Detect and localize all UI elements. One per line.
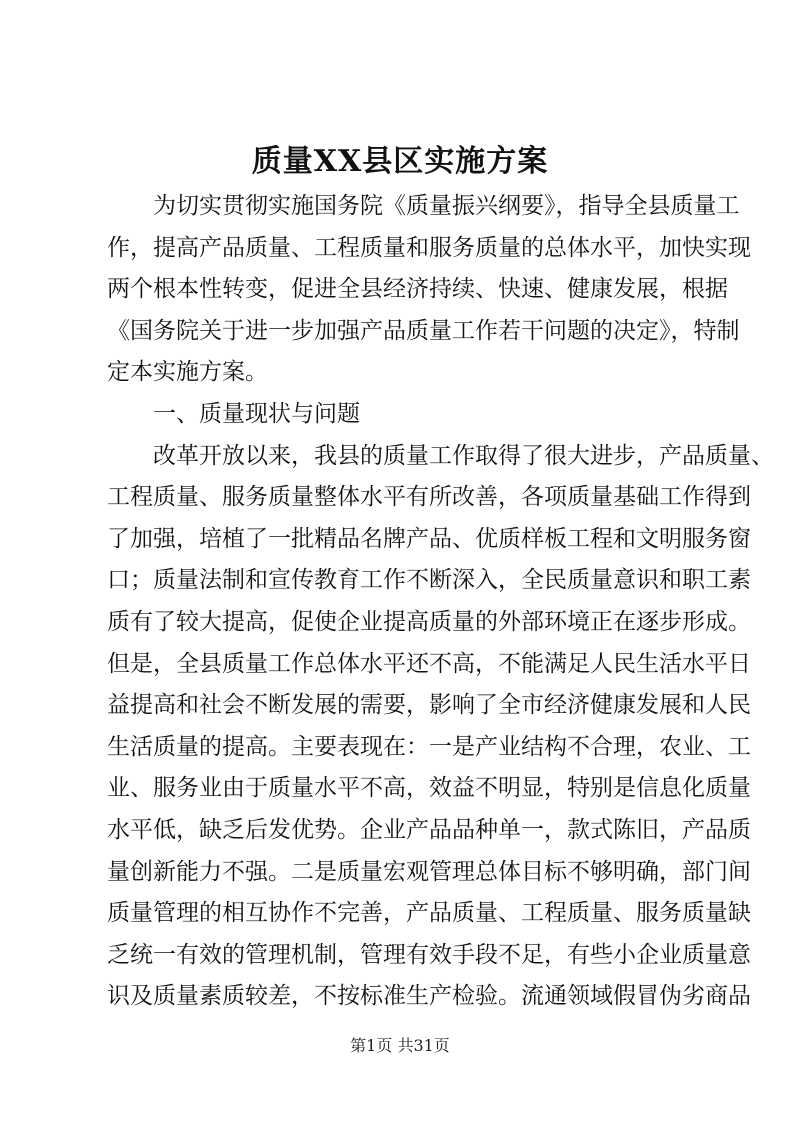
document-title: 质量XX县区实施方案 xyxy=(251,144,549,179)
paragraph-line: 质有了较大提高，促使企业提高质量的外部环境正在逐步形成。 xyxy=(107,608,751,635)
paragraph-line: 定本实施方案。 xyxy=(107,359,268,386)
paragraph-line: 业、服务业由于质量水平不高，效益不明显，特别是信息化质量 xyxy=(107,775,751,802)
paragraph-line: 作，提高产品质量、工程质量和服务质量的总体水平，加快实现 xyxy=(107,234,751,261)
page-number: 第1页 共31页 xyxy=(350,1036,450,1055)
paragraph-line: 水平低，缺乏后发优势。企业产品品种单一，款式陈旧，产品质 xyxy=(107,816,751,843)
paragraph-line: 益提高和社会不断发展的需要，影响了全市经济健康发展和人民 xyxy=(107,692,751,719)
paragraph-line: 口；质量法制和宣传教育工作不断深入，全民质量意识和职工素 xyxy=(107,567,751,594)
paragraph-line: 改革开放以来，我县的质量工作取得了很大进步，产品质量、 xyxy=(153,442,774,469)
section-heading: 一、质量现状与问题 xyxy=(153,400,360,427)
paragraph-line: 《国务院关于进一步加强产品质量工作若干问题的决定》，特制 xyxy=(107,317,740,344)
paragraph-line: 但是，全县质量工作总体水平还不高，不能满足人民生活水平日 xyxy=(107,650,751,677)
paragraph-line: 质量管理的相互协作不完善，产品质量、工程质量、服务质量缺 xyxy=(107,900,751,927)
paragraph-line: 两个根本性转变，促进全县经济持续、快速、健康发展，根据 xyxy=(107,276,728,303)
paragraph-line: 了加强，培植了一批精品名牌产品、优质样板工程和文明服务窗 xyxy=(107,525,751,552)
paragraph-line: 识及质量素质较差，不按标准生产检验。流通领域假冒伪劣商品 xyxy=(107,983,751,1010)
paragraph-line: 量创新能力不强。二是质量宏观管理总体目标不够明确，部门间 xyxy=(107,858,751,885)
paragraph-line: 工程质量、服务质量整体水平有所改善，各项质量基础工作得到 xyxy=(107,484,751,511)
paragraph-line: 生活质量的提高。主要表现在：一是产业结构不合理，农业、工 xyxy=(107,733,751,760)
paragraph-line: 乏统一有效的管理机制，管理有效手段不足，有些小企业质量意 xyxy=(107,941,751,968)
paragraph-line: 为切实贯彻实施国务院《质量振兴纲要》，指导全县质量工 xyxy=(153,193,740,219)
document-body xyxy=(107,186,774,1018)
